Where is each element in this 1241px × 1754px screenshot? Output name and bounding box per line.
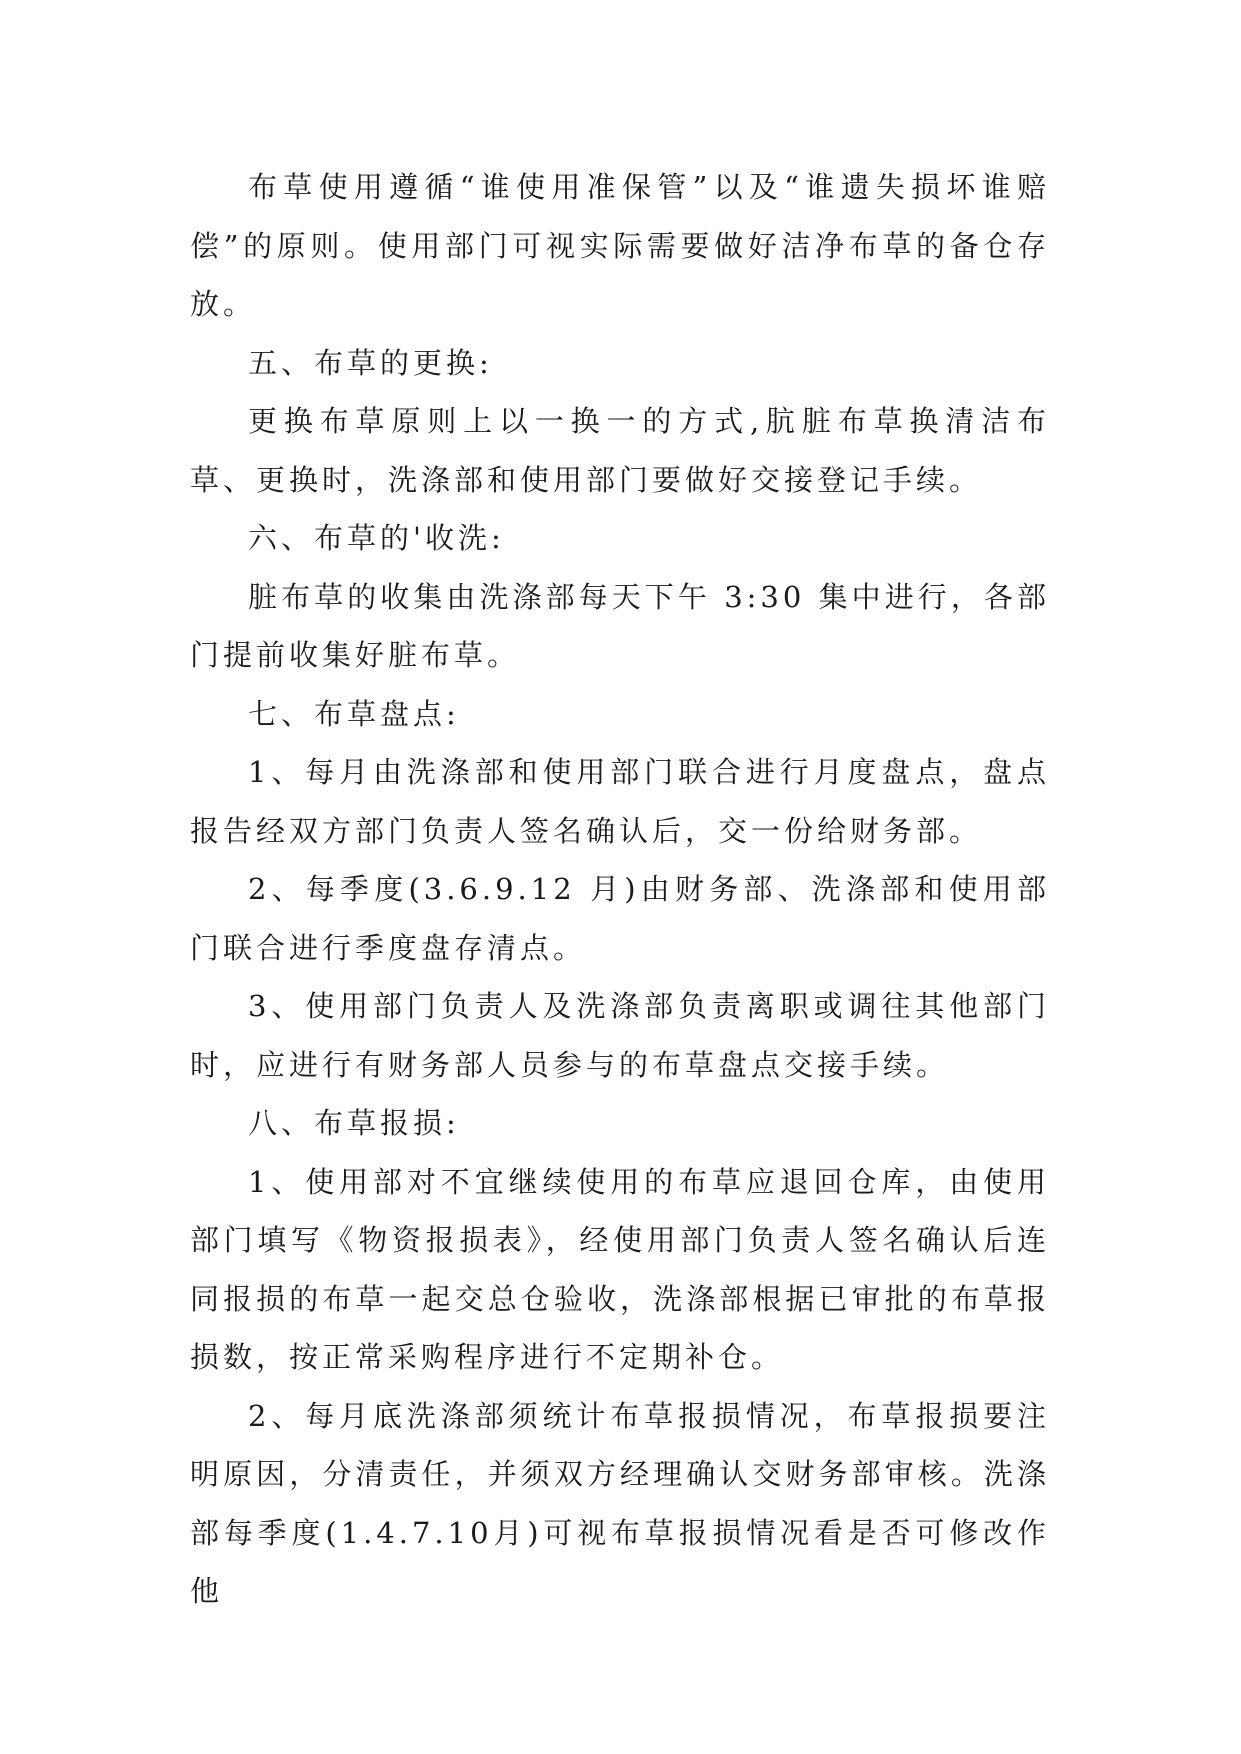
paragraph-inventory-quarterly: 2、每季度(3.6.9.12 月)由财务部、洗涤部和使用部门联合进行季度盘存清点。	[190, 872, 1050, 965]
paragraph-linen-collection: 脏布草的收集由洗涤部每天下午 3:30 集中进行，各部门提前收集好脏布草。	[190, 579, 1050, 672]
document-body	[190, 158, 1050, 1621]
heading-linen-replacement: 五、布草的更换:	[248, 345, 493, 380]
paragraph-inventory-handover: 3、使用部门负责人及洗涤部负责离职或调往其他部门时，应进行有财务部人员参与的布草盘点交接手续。	[190, 989, 1050, 1082]
paragraph-inventory-monthly: 1、每月由洗涤部和使用部门联合进行月度盘点，盘点报告经双方部门负责人签名确认后，交一份给财务部。	[190, 755, 1050, 848]
paragraph-linen-replacement: 更换布草原则上以一换一的方式,肮脏布草换清洁布草、更换时，洗涤部和使用部门要做好交接登记手续。	[190, 404, 1050, 497]
heading-linen-write-off: 八、布草报损:	[248, 1106, 460, 1140]
paragraph-write-off-monthly: 2、每月底洗涤部须统计布草报损情况，布草报损要注明原因，分清责任，并须双方经理确认交财务部审核。洗涤部每季度(1.4.7.10月)可视布草报损情况看是否可修改作他	[190, 1398, 1050, 1608]
heading-linen-inventory: 七、布草盘点:	[248, 696, 460, 731]
paragraph-linen-custody-principle: 布草使用遵循“谁使用准保管”以及“谁遗失损坏谁赔偿”的原则。使用部门可视实际需要做好洁净布草的备仓存放。	[190, 170, 1050, 321]
heading-linen-collection: 六、布草的'收洗:	[248, 521, 505, 555]
paragraph-write-off-return: 1、使用部对不宜继续使用的布草应退回仓库，由使用部门填写《物资报损表》，经使用部门负责人签名确认后连同报损的布草一起交总仓验收，洗涤部根据已审批的布草报损数，按正常采购程序进行不定期补仓。	[190, 1164, 1050, 1374]
